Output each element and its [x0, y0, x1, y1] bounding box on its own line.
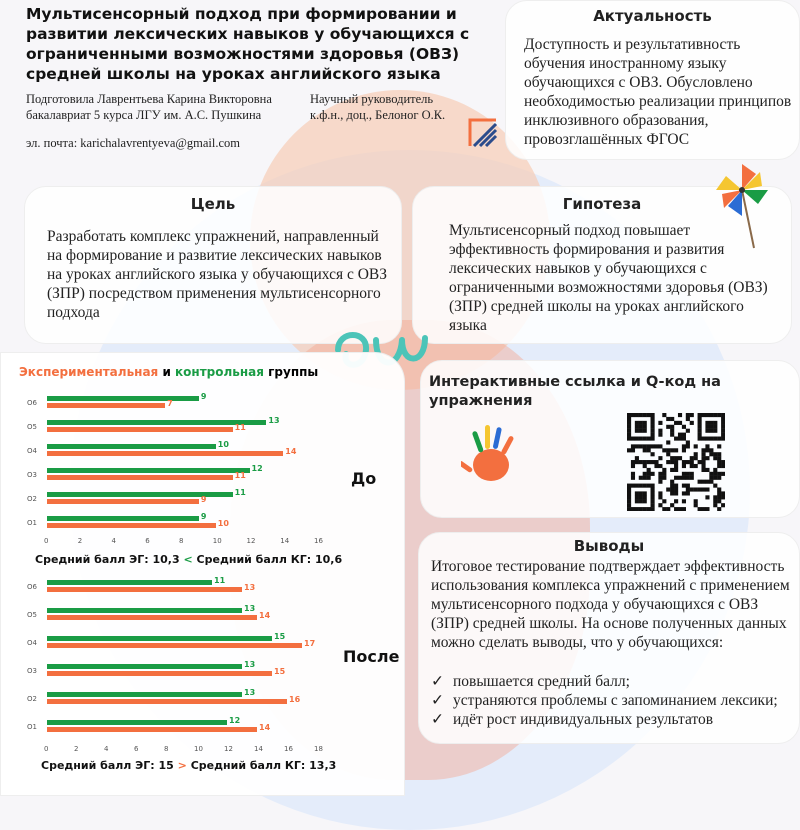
bar-exp-value: 13	[244, 688, 256, 697]
bar-ctrl	[47, 427, 233, 432]
legend-exp: Экспериментальная	[19, 365, 159, 379]
bar-exp	[47, 636, 272, 641]
x-tick-label: 12	[224, 745, 233, 753]
bar-ctrl	[47, 499, 199, 504]
category-label: О6	[27, 399, 37, 407]
poster-title: Мультисенсорный подход при формировании и развитии лексических навыков у обучающихся с ограниченными возможностями здоровья (ОВЗ) средней школы на уроках английского языка	[26, 5, 470, 83]
relevance-card	[505, 0, 800, 160]
conclusions-list	[431, 672, 797, 729]
category-label: О5	[27, 423, 37, 431]
pinwheel-icon	[712, 160, 772, 250]
bar-exp-value: 13	[268, 416, 280, 425]
bar-ctrl	[47, 643, 302, 648]
bar-ctrl-value: 9	[200, 495, 207, 504]
summary-before-kg: Средний балл КГ: 10,6	[196, 553, 343, 566]
conclusions-card	[418, 532, 800, 744]
bar-exp	[47, 468, 250, 473]
bar-ctrl	[47, 523, 216, 528]
results-chart-card	[0, 352, 405, 796]
bar-ctrl-value: 14	[259, 611, 271, 620]
category-label: О1	[27, 723, 37, 731]
handprint-icon	[461, 421, 531, 491]
legend-groups: группы	[263, 365, 319, 379]
x-tick-label: 10	[194, 745, 203, 753]
summary-before-sign: <	[183, 553, 193, 566]
bar-exp-value: 11	[234, 488, 246, 497]
bar-exp	[47, 580, 212, 585]
supervisor-name: к.ф.н., доц., Белоног О.К.	[310, 108, 446, 122]
x-tick-label: 14	[254, 745, 263, 753]
hypothesis-text: Мультисенсорный подход повышает эффективность формирования и развития лексических навыков у обучающихся с ограниченными возможностями здоровья (ОВЗ) (ЗПР) средней школы на уроках английского языка	[449, 222, 768, 334]
legend-and: и	[158, 365, 176, 379]
category-label: О4	[27, 447, 37, 455]
bar-exp-value: 9	[200, 392, 207, 401]
conclusion-item: ✓ идёт рост индивидуальных результатов	[431, 710, 797, 729]
chart-after-label: После	[343, 647, 400, 666]
bar-exp	[47, 664, 242, 669]
bar-exp-value: 12	[251, 464, 263, 473]
x-tick-label: 2	[77, 537, 83, 545]
bar-ctrl-value: 14	[285, 447, 297, 456]
x-tick-label: 6	[145, 537, 150, 545]
goal-text: Разработать комплекс упражнений, направленный на формирование и развитие лексических навыков на уроках английского языка у обучающихся с ОВЗ (ЗПР) посредством применения мультисенсорного подхода	[47, 228, 388, 321]
bar-ctrl-value: 15	[274, 667, 286, 676]
x-tick-label: 8	[179, 537, 184, 545]
bar-exp	[47, 720, 227, 725]
conclusions-heading: Выводы	[573, 537, 645, 555]
chart-before-label: До	[351, 469, 377, 488]
x-tick-label: 4	[111, 537, 116, 545]
bar-ctrl	[47, 587, 242, 592]
conclusions-text: Итоговое тестирование подтверждает эффективность использования комплекса упражнений с применением мультисенсорного подхода у обучающихся с ОВЗ (ЗПР) средней школы. На основе полученных данных можно сделать выводы, что у обучающихся:	[431, 558, 790, 651]
bar-ctrl-value: 10	[217, 519, 229, 528]
bar-ctrl	[47, 475, 233, 480]
x-tick-label: 16	[314, 537, 323, 545]
conclusion-item: ✓ повышается средний балл;	[431, 672, 797, 691]
category-label: О6	[27, 583, 37, 591]
x-tick-label: 18	[314, 745, 323, 753]
x-tick-label: 16	[284, 745, 293, 753]
summary-after	[41, 759, 336, 772]
bar-ctrl-value: 16	[289, 695, 301, 704]
bar-ctrl	[47, 451, 283, 456]
chart-before	[1, 353, 406, 797]
goal-heading: Цель	[190, 195, 236, 213]
x-tick-label: 10	[212, 537, 222, 545]
bar-ctrl	[47, 671, 272, 676]
qr-code[interactable]	[627, 413, 725, 511]
x-tick-label: 8	[164, 745, 169, 753]
summary-before	[35, 553, 342, 566]
supervisor-title: Научный руководитель	[310, 92, 434, 106]
bar-ctrl-value: 17	[304, 639, 316, 648]
x-tick-label: 2	[74, 745, 79, 753]
links-heading: Интерактивные ссылка и Q-код на упражнения	[429, 374, 721, 409]
bar-exp-value: 15	[274, 632, 286, 641]
bar-exp	[47, 396, 199, 401]
bar-exp-value: 10	[217, 440, 229, 449]
legend-ctrl: контрольная	[175, 365, 264, 379]
bar-exp-value: 9	[200, 512, 207, 521]
bar-exp	[47, 420, 266, 425]
bar-exp-value: 11	[214, 576, 226, 585]
bar-exp	[47, 444, 216, 449]
category-label: О4	[27, 639, 37, 647]
bar-ctrl-value: 11	[234, 471, 246, 480]
conclusion-item: ✓ устраняются проблемы с запоминанием лексики;	[431, 691, 797, 710]
relevance-heading: Актуальность	[593, 7, 712, 25]
bar-ctrl-value: 14	[259, 723, 271, 732]
author-email[interactable]: эл. почта: karichalavrentyeva@gmail.com	[26, 136, 240, 150]
bar-ctrl	[47, 403, 165, 408]
author-program: бакалавриат 5 курса ЛГУ им. А.С. Пушкина	[26, 108, 262, 122]
bar-exp	[47, 692, 242, 697]
bar-ctrl	[47, 699, 287, 704]
summary-after-sign: >	[177, 759, 187, 772]
bar-exp	[47, 516, 199, 521]
category-label: О5	[27, 611, 37, 619]
bar-exp-value: 13	[244, 604, 256, 613]
bar-exp-value: 12	[229, 716, 241, 725]
summary-after-kg: Средний балл КГ: 13,3	[190, 759, 337, 772]
x-tick-label: 14	[280, 537, 290, 545]
summary-after-eg: Средний балл ЭГ: 15	[41, 759, 174, 772]
category-label: О2	[27, 695, 37, 703]
hypothesis-heading: Гипотеза	[562, 195, 642, 213]
category-label: О3	[27, 667, 37, 675]
summary-before-eg: Средний балл ЭГ: 10,3	[35, 553, 180, 566]
author-name: Подготовила Лаврентьева Карина Викторовна	[26, 92, 272, 106]
x-tick-label: 6	[134, 745, 139, 753]
bar-exp-value: 13	[244, 660, 256, 669]
bar-ctrl-value: 11	[234, 423, 246, 432]
bar-ctrl-value: 13	[244, 583, 256, 592]
bar-ctrl	[47, 727, 257, 732]
category-label: О3	[27, 471, 37, 479]
bar-ctrl	[47, 615, 257, 620]
bar-exp	[47, 608, 242, 613]
category-label: О1	[27, 519, 37, 527]
x-tick-label: 12	[246, 537, 256, 545]
bar-ctrl-value: 7	[167, 399, 173, 408]
links-card	[420, 360, 800, 518]
category-label: О2	[27, 495, 37, 503]
x-tick-label: 0	[44, 537, 49, 545]
x-tick-label: 4	[104, 745, 109, 753]
x-tick-label: 0	[44, 745, 49, 753]
relevance-text: Доступность и результативность обучения иностранному языку обучающихся с ОВЗ. Обусловлено необходимостью реализации принципов инклюзивного образования, провозглашённых ФГОС	[524, 36, 792, 148]
university-logo-icon	[468, 118, 498, 148]
